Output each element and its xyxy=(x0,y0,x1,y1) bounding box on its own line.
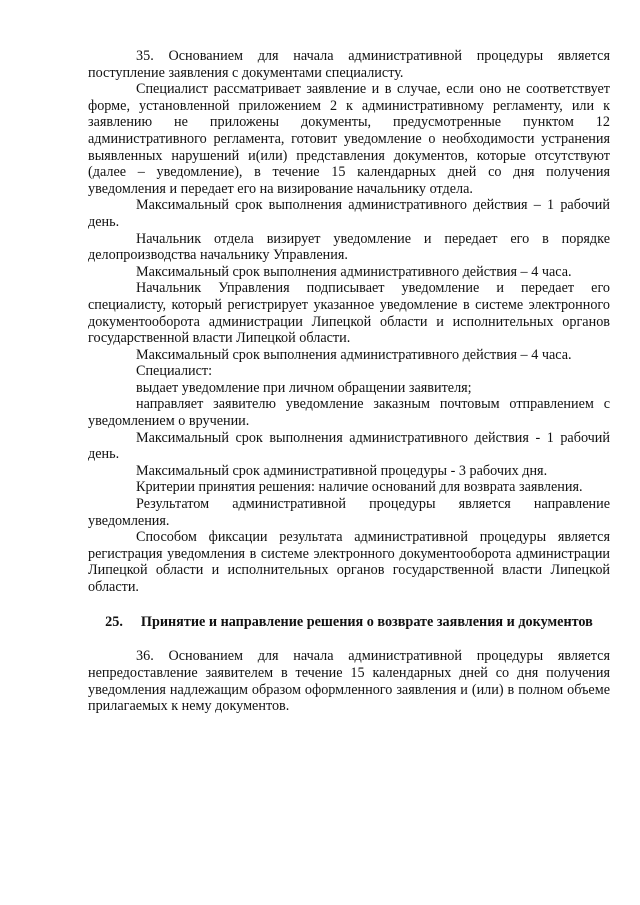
paragraph: Максимальный срок выполнения административного действия - 1 рабочий день. xyxy=(88,429,610,463)
paragraph: Начальник Управления подписывает уведомление и передает его специалисту, который регистрирует указанное уведомление в системе электронного документооборота администрации Липецкой области и исполнительных органов государственной власти Липецкой области. xyxy=(88,280,610,347)
paragraph: Специалист рассматривает заявление и в случае, если оно не соответствует форме, установленной приложением 2 к административному регламенту, или к заявлению не приложены документы, предусмотренные пунктом 12 административного регламента, готовит уведомление о необходимости устранения выявленных нарушений и(или) представления документов, которые отсутствуют (далее – уведомление), в течение 15 календарных дней со дня получения уведомления и передает его на визирование начальнику отдела. xyxy=(88,81,610,197)
paragraph: Способом фиксации результата административной процедуры является регистрация уведомления в системе электронного документооборота администрации Липецкой области и исполнительных органов государственной власти Липецкой области. xyxy=(88,529,610,595)
document-page xyxy=(88,48,610,715)
paragraph: Максимальный срок выполнения административного действия – 4 часа. xyxy=(136,263,572,280)
paragraph: направляет заявителю уведомление заказным почтовым отправлением с уведомлением о вручении. xyxy=(88,396,610,430)
paragraph: Результатом административной процедуры является направление уведомления. xyxy=(88,496,610,529)
top-paragraphs xyxy=(88,48,610,596)
paragraph: Максимальный срок выполнения административного действия – 4 часа. xyxy=(136,346,572,363)
paragraph: Специалист: xyxy=(136,363,213,380)
paragraph: 35. Основанием для начала административной процедуры является поступление заявления с документами специалисту. xyxy=(88,48,610,81)
paragraph: Максимальный срок административной процедуры - 3 рабочих дня. xyxy=(136,462,548,479)
section-heading-text: Принятие и направление решения о возврате заявления и документов xyxy=(140,613,593,630)
paragraph: 36. Основанием для начала административной процедуры является непредоставление заявителем в течение 15 календарных дней со дня получения уведомления надлежащим образом оформленного заявления и (или) в полном объеме прилагаемых к нему документов. xyxy=(88,648,610,715)
section-heading xyxy=(88,614,610,631)
paragraph: выдает уведомление при личном обращении заявителя; xyxy=(136,379,472,396)
paragraph: Максимальный срок выполнения административного действия – 1 рабочий день. xyxy=(88,197,610,230)
paragraph: Начальник отдела визирует уведомление и передает его в порядке делопроизводства начальнику Управления. xyxy=(88,230,610,264)
section-heading-number: 25. xyxy=(105,613,123,630)
bottom-paragraphs xyxy=(88,648,610,714)
paragraph: Критерии принятия решения: наличие оснований для возврата заявления. xyxy=(136,479,583,496)
